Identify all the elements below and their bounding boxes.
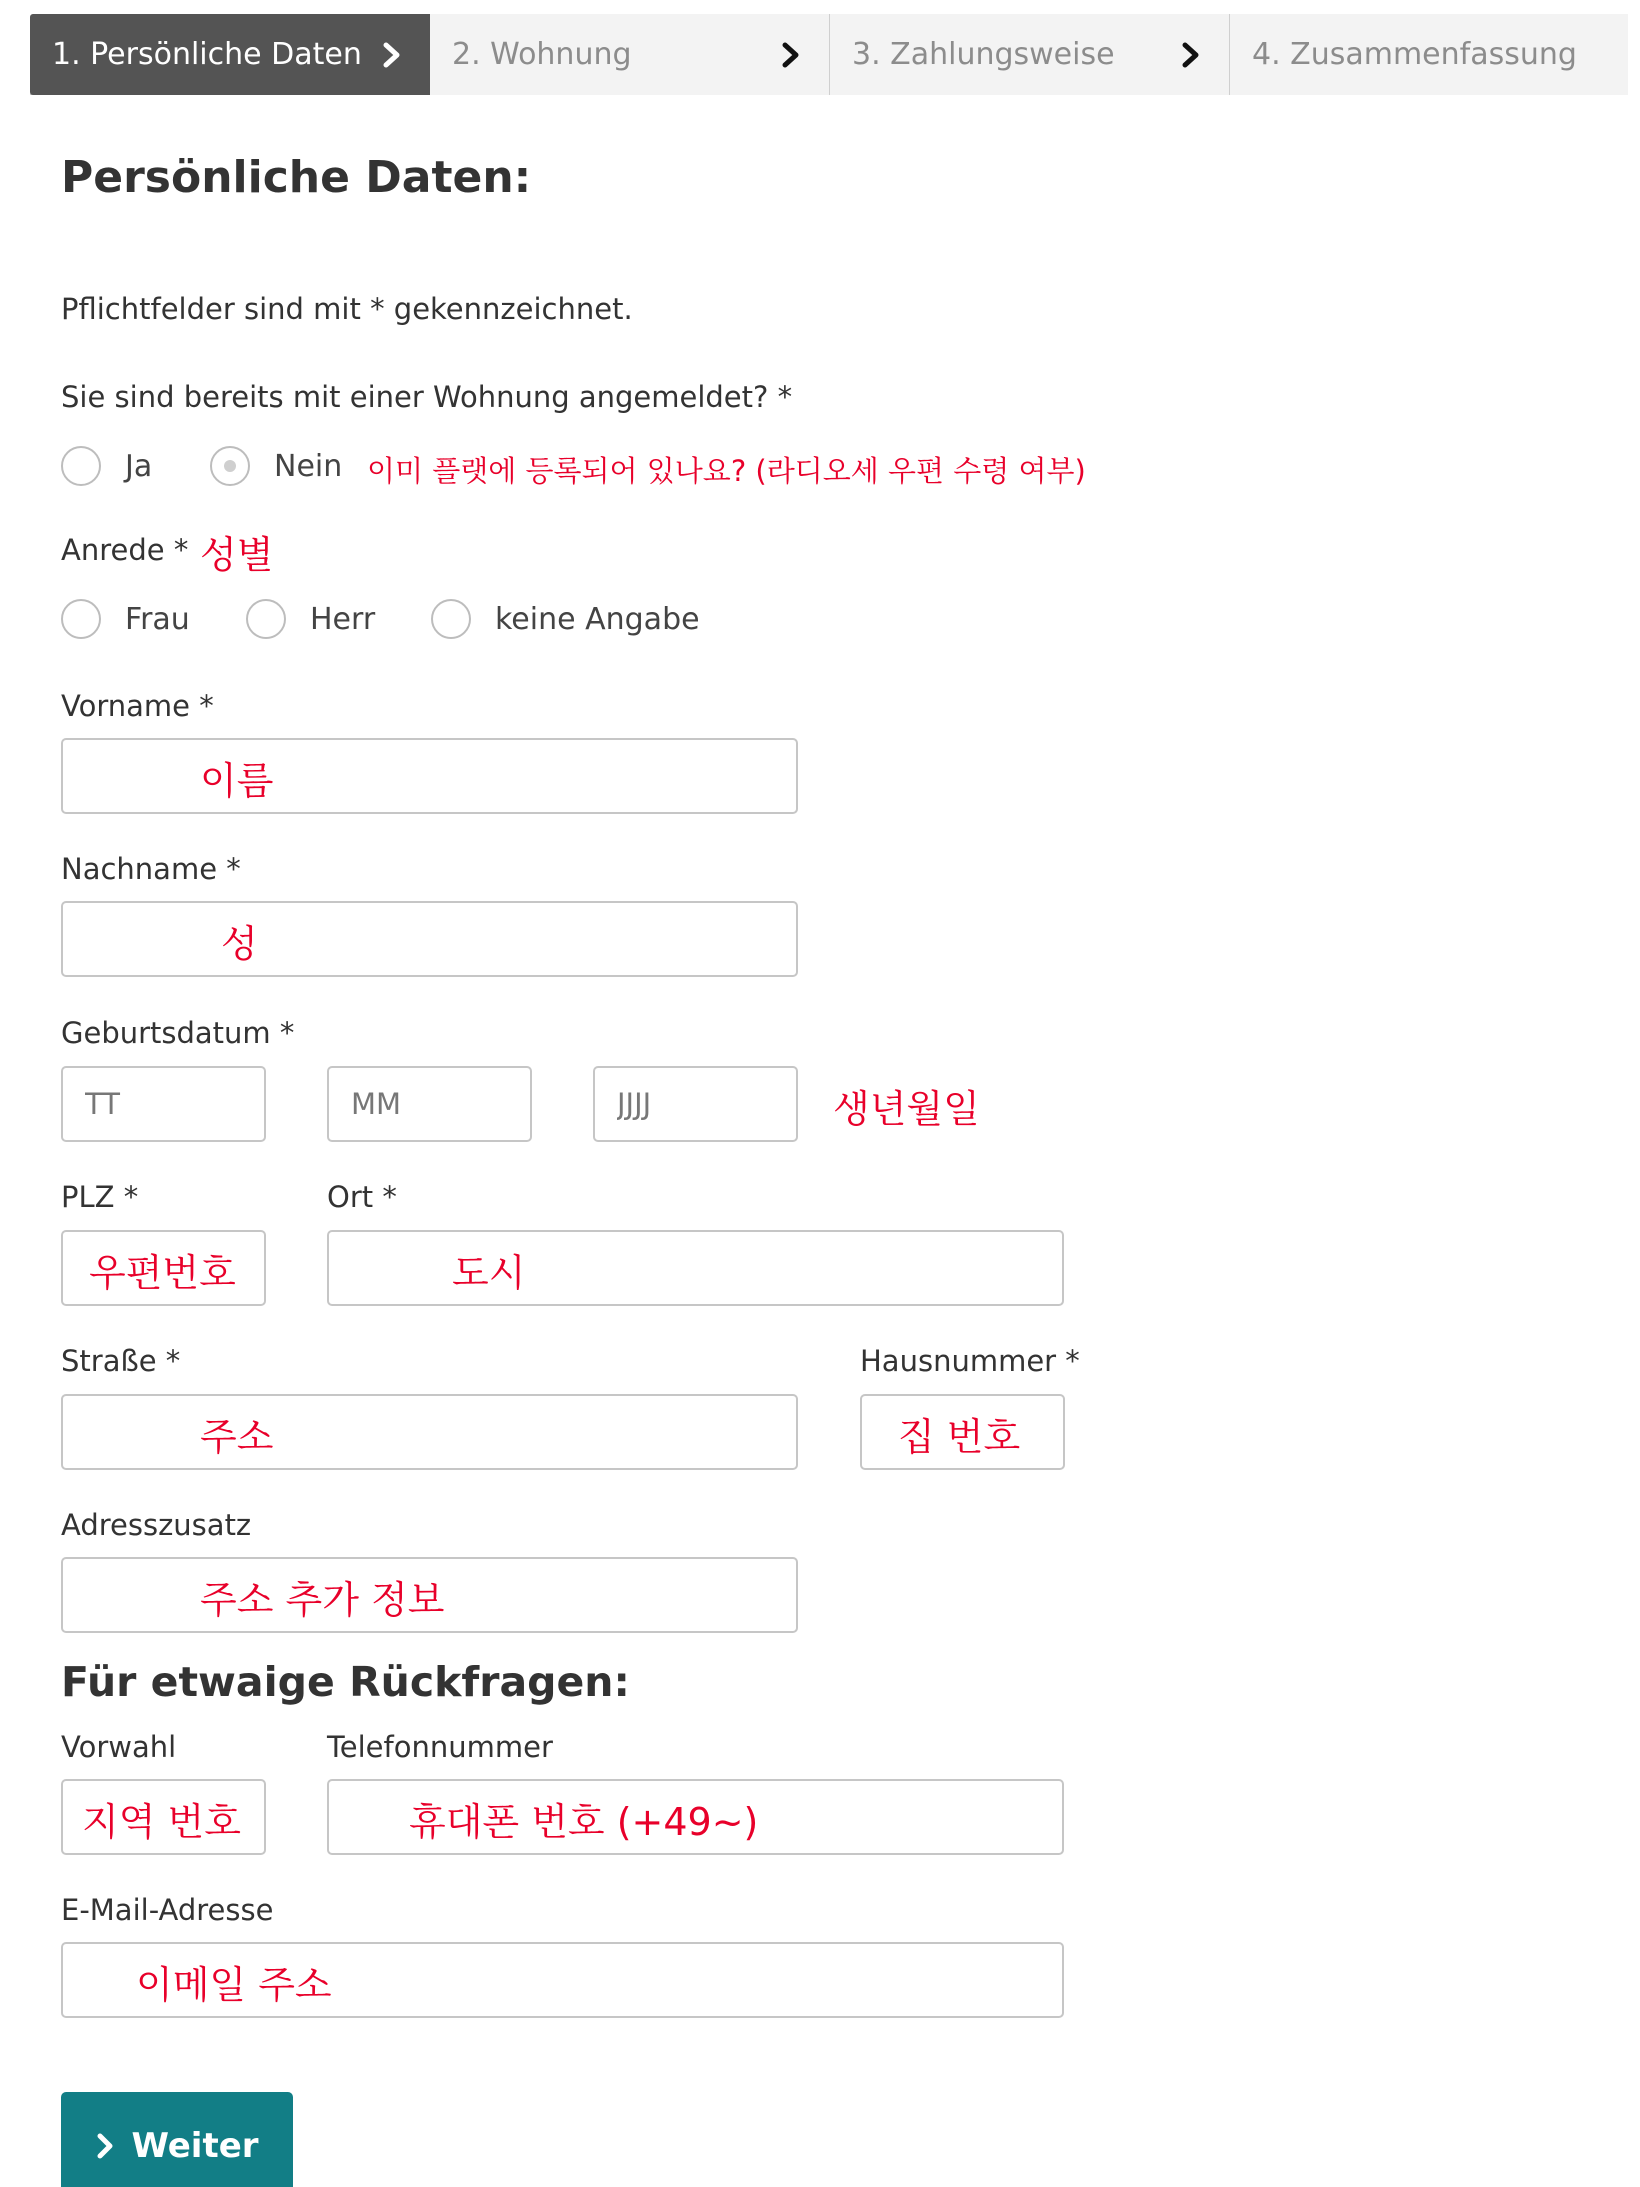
page-title: Persönliche Daten:: [61, 152, 532, 203]
phone-annotation: 휴대폰 번호 (+49~): [409, 1800, 759, 1844]
radio-option-herr[interactable]: [246, 599, 375, 639]
city-annotation: 도시: [452, 1251, 526, 1295]
radio-option-ja[interactable]: [61, 446, 152, 486]
radio-option-nein[interactable]: [210, 446, 342, 486]
first-name-label: Vorname *: [61, 689, 214, 723]
radio-label: keine Angabe: [495, 601, 700, 637]
radio-button[interactable]: [246, 599, 286, 639]
area-code-label: Vorwahl: [61, 1730, 177, 1764]
city-input[interactable]: [327, 1230, 1064, 1306]
chevron-right-icon: [95, 2132, 115, 2160]
radio-label: Ja: [125, 448, 153, 484]
radio-label: Nein: [274, 448, 343, 484]
birth-month-input[interactable]: [327, 1066, 532, 1142]
chevron-right-icon: [1177, 40, 1205, 70]
address-extra-label: Adresszusatz: [61, 1508, 252, 1542]
birthdate-label: Geburtsdatum *: [61, 1016, 295, 1050]
zip-label: PLZ *: [61, 1180, 139, 1214]
radio-button[interactable]: [61, 599, 101, 639]
radio-button[interactable]: [61, 446, 101, 486]
house-number-input[interactable]: [860, 1394, 1065, 1470]
birth-year-input[interactable]: [593, 1066, 798, 1142]
salutation-annotation: 성별: [200, 533, 274, 577]
step-apartment[interactable]: [430, 14, 830, 95]
radio-button-selected[interactable]: [210, 446, 250, 486]
registered-question: Sie sind bereits mit einer Wohnung angemeldet? *: [61, 380, 793, 414]
house-number-label: Hausnummer *: [860, 1344, 1080, 1378]
area-code-input[interactable]: [61, 1779, 266, 1855]
area-code-annotation: 지역 번호: [82, 1800, 241, 1844]
continue-button[interactable]: [61, 2092, 293, 2187]
step-label: 4. Zusammenfassung: [1252, 37, 1577, 72]
street-input[interactable]: [61, 1394, 798, 1470]
step-personal-data[interactable]: [30, 14, 430, 95]
required-fields-note: Pflichtfelder sind mit * gekennzeichnet.: [61, 292, 633, 326]
radio-dot-icon: [224, 460, 236, 472]
email-input[interactable]: [61, 1942, 1064, 2018]
progress-stepper: [30, 14, 1628, 95]
zip-annotation: 우편번호: [89, 1251, 236, 1295]
phone-label: Telefonnummer: [327, 1730, 553, 1764]
birthdate-annotation: 생년월일: [833, 1087, 980, 1131]
step-payment[interactable]: [830, 14, 1230, 95]
radio-label: Herr: [310, 601, 376, 637]
last-name-label: Nachname *: [61, 852, 241, 886]
radio-button[interactable]: [431, 599, 471, 639]
chevron-right-icon: [777, 40, 805, 70]
zip-input[interactable]: [61, 1230, 266, 1306]
address-extra-annotation: 주소 추가 정보: [200, 1578, 445, 1622]
registered-annotation: 이미 플랫에 등록되어 있나요? (라디오세 우편 수령 여부): [367, 454, 1086, 488]
first-name-input[interactable]: [61, 738, 798, 814]
salutation-label: Anrede *: [61, 533, 189, 567]
street-annotation: 주소: [200, 1415, 274, 1459]
continue-button-label: Weiter: [131, 2126, 259, 2166]
street-label: Straße *: [61, 1344, 181, 1378]
phone-input[interactable]: [327, 1779, 1064, 1855]
step-label: 2. Wohnung: [452, 37, 632, 72]
house-number-annotation: 집 번호: [898, 1415, 1021, 1459]
last-name-annotation: 성: [221, 922, 258, 966]
radio-option-keine-angabe[interactable]: [431, 599, 700, 639]
contact-heading: Für etwaige Rückfragen:: [61, 1658, 630, 1706]
last-name-input[interactable]: [61, 901, 798, 977]
first-name-annotation: 이름: [200, 759, 274, 803]
step-label: 3. Zahlungsweise: [852, 37, 1115, 72]
step-summary[interactable]: [1230, 14, 1628, 95]
radio-option-frau[interactable]: [61, 599, 190, 639]
step-label: 1. Persönliche Daten: [52, 37, 362, 72]
birth-day-input[interactable]: [61, 1066, 266, 1142]
email-annotation: 이메일 주소: [136, 1963, 332, 2007]
city-label: Ort *: [327, 1180, 397, 1214]
address-extra-input[interactable]: [61, 1557, 798, 1633]
radio-label: Frau: [125, 601, 190, 637]
email-label: E-Mail-Adresse: [61, 1893, 274, 1927]
chevron-right-icon: [378, 40, 406, 70]
